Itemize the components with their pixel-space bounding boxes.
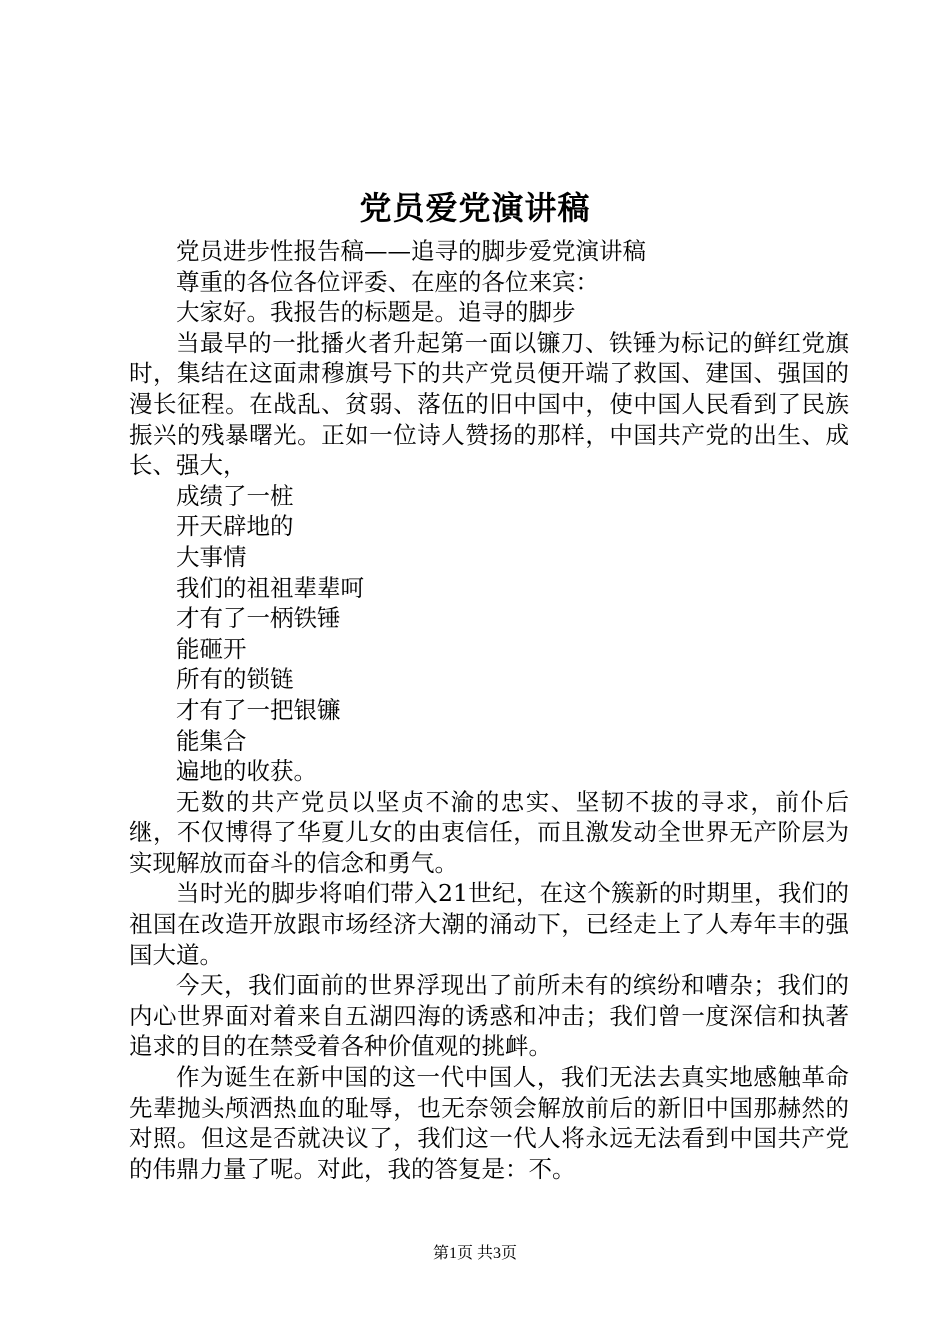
poem-line: 成绩了一桩: [176, 481, 294, 510]
paragraph: 尊重的各位各位评委、在座的各位来宾：: [176, 267, 599, 296]
paragraph: 当时光的脚步将咱们带入21世纪，在这个簇新的时期里，我们的祖国在改造开放跟市场经济大潮的涌动下，已经走上了人寿年丰的强国大道。: [129, 879, 849, 969]
document-body: [129, 236, 849, 1184]
paragraph: 今天，我们面前的世界浮现出了前所未有的缤纷和嘈杂；我们的内心世界面对着来自五湖四海的诱惑和冲击；我们曾一度深信和执著追求的目的在禁受着各种价值观的挑衅。: [129, 971, 849, 1061]
page-footer: 第1页 共3页: [432, 1245, 517, 1262]
poem-line: 才有了一把银镰: [176, 695, 341, 724]
poem-line: 大事情: [176, 542, 247, 571]
poem-line: 能砸开: [176, 634, 247, 663]
document-title: 党员爱党演讲稿: [359, 189, 591, 227]
paragraph: 党员进步性报告稿——追寻的脚步爱党演讲稿: [176, 237, 646, 265]
paragraph: 作为诞生在新中国的这一代中国人，我们无法去真实地感触革命先辈抛头颅洒热血的耻辱，也无奈领会解放前后的新旧中国那赫然的对照。但这是否就决议了，我们这一代人将永远无法看到中国共产党的伟鼎力量了呢。对此，我的答复是：不。: [129, 1063, 849, 1183]
poem-line: 所有的锁链: [176, 665, 294, 694]
paragraph: 无数的共产党员以坚贞不渝的忠实、坚韧不拔的寻求，前仆后继，不仅博得了华夏儿女的由衷信任，而且激发动全世界无产阶层为实现解放而奋斗的信念和勇气。: [129, 787, 849, 877]
poem-line: 能集合: [176, 726, 247, 755]
poem-line: 我们的祖祖辈辈呵: [176, 573, 364, 602]
paragraph: 大家好。我报告的标题是。追寻的脚步: [176, 298, 576, 327]
paragraph: 当最早的一批播火者升起第一面以镰刀、铁锤为标记的鲜红党旗时，集结在这面肃穆旗号下的共产党员便开端了救国、建国、强国的漫长征程。在战乱、贫弱、落伍的旧中国中，使中国人民看到了民族振兴的残暴曙光。正如一位诗人赞扬的那样，中国共产党的出生、成长、强大，: [129, 328, 849, 480]
poem-line: 才有了一柄铁锤: [176, 604, 341, 633]
poem-line: 遍地的收获。: [176, 757, 317, 786]
poem-line: 开天辟地的: [176, 512, 294, 541]
